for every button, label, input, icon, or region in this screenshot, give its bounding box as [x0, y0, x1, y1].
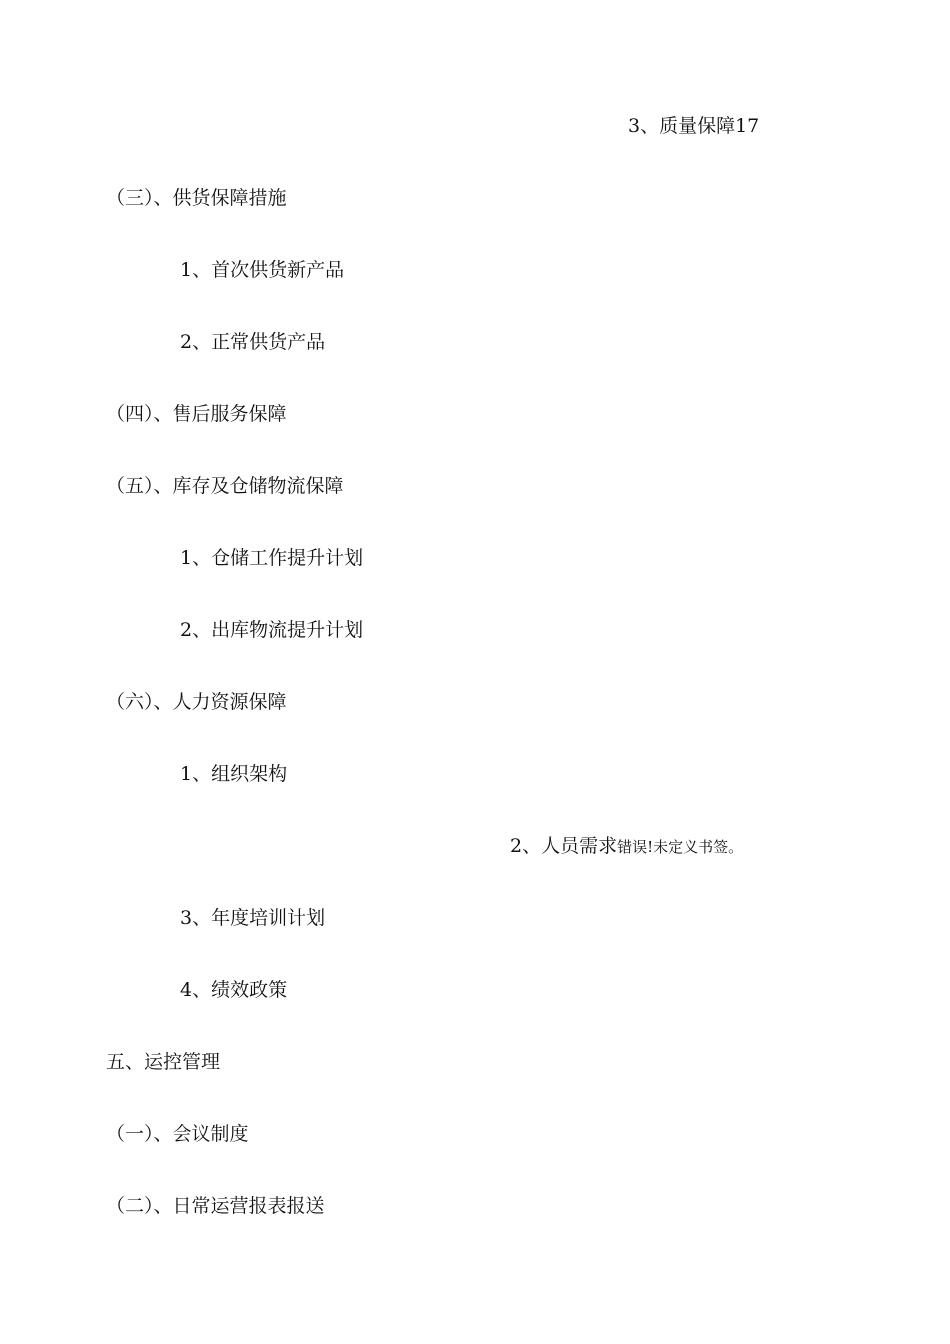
toc-item-logistics[interactable]: 2、出库物流提升计划: [180, 619, 364, 641]
toc-item-staff[interactable]: [510, 834, 743, 859]
toc-section-reports[interactable]: （二）、日常运营报表报送: [106, 1195, 325, 1217]
toc-item-quality[interactable]: 3、质量保障17: [628, 115, 760, 137]
toc-item-performance[interactable]: 4、绩效政策: [180, 979, 288, 1001]
toc-item-training[interactable]: 3、年度培训计划: [180, 907, 326, 929]
toc-section-inventory[interactable]: （五）、库存及仓储物流保障: [106, 475, 344, 497]
toc-section-hr[interactable]: （六）、人力资源保障: [106, 691, 287, 713]
toc-item-normal-supply[interactable]: 2、正常供货产品: [180, 331, 326, 353]
toc-item-storage[interactable]: 1、仓储工作提升计划: [180, 547, 364, 569]
toc-section-after-sales[interactable]: （四）、售后服务保障: [106, 403, 287, 425]
toc-section-meeting[interactable]: （一）、会议制度: [106, 1123, 249, 1145]
toc-item-org[interactable]: 1、组织架构: [180, 763, 288, 785]
toc-item-staff-label: 2、人员需求: [510, 835, 618, 857]
toc-chapter-ops[interactable]: 五、运控管理: [106, 1051, 221, 1073]
toc-section-supply[interactable]: （三）、供货保障措施: [106, 187, 287, 209]
toc-item-first-supply[interactable]: 1、首次供货新产品: [180, 259, 345, 281]
bookmark-error-text: 错误!未定义书签。: [617, 838, 744, 856]
